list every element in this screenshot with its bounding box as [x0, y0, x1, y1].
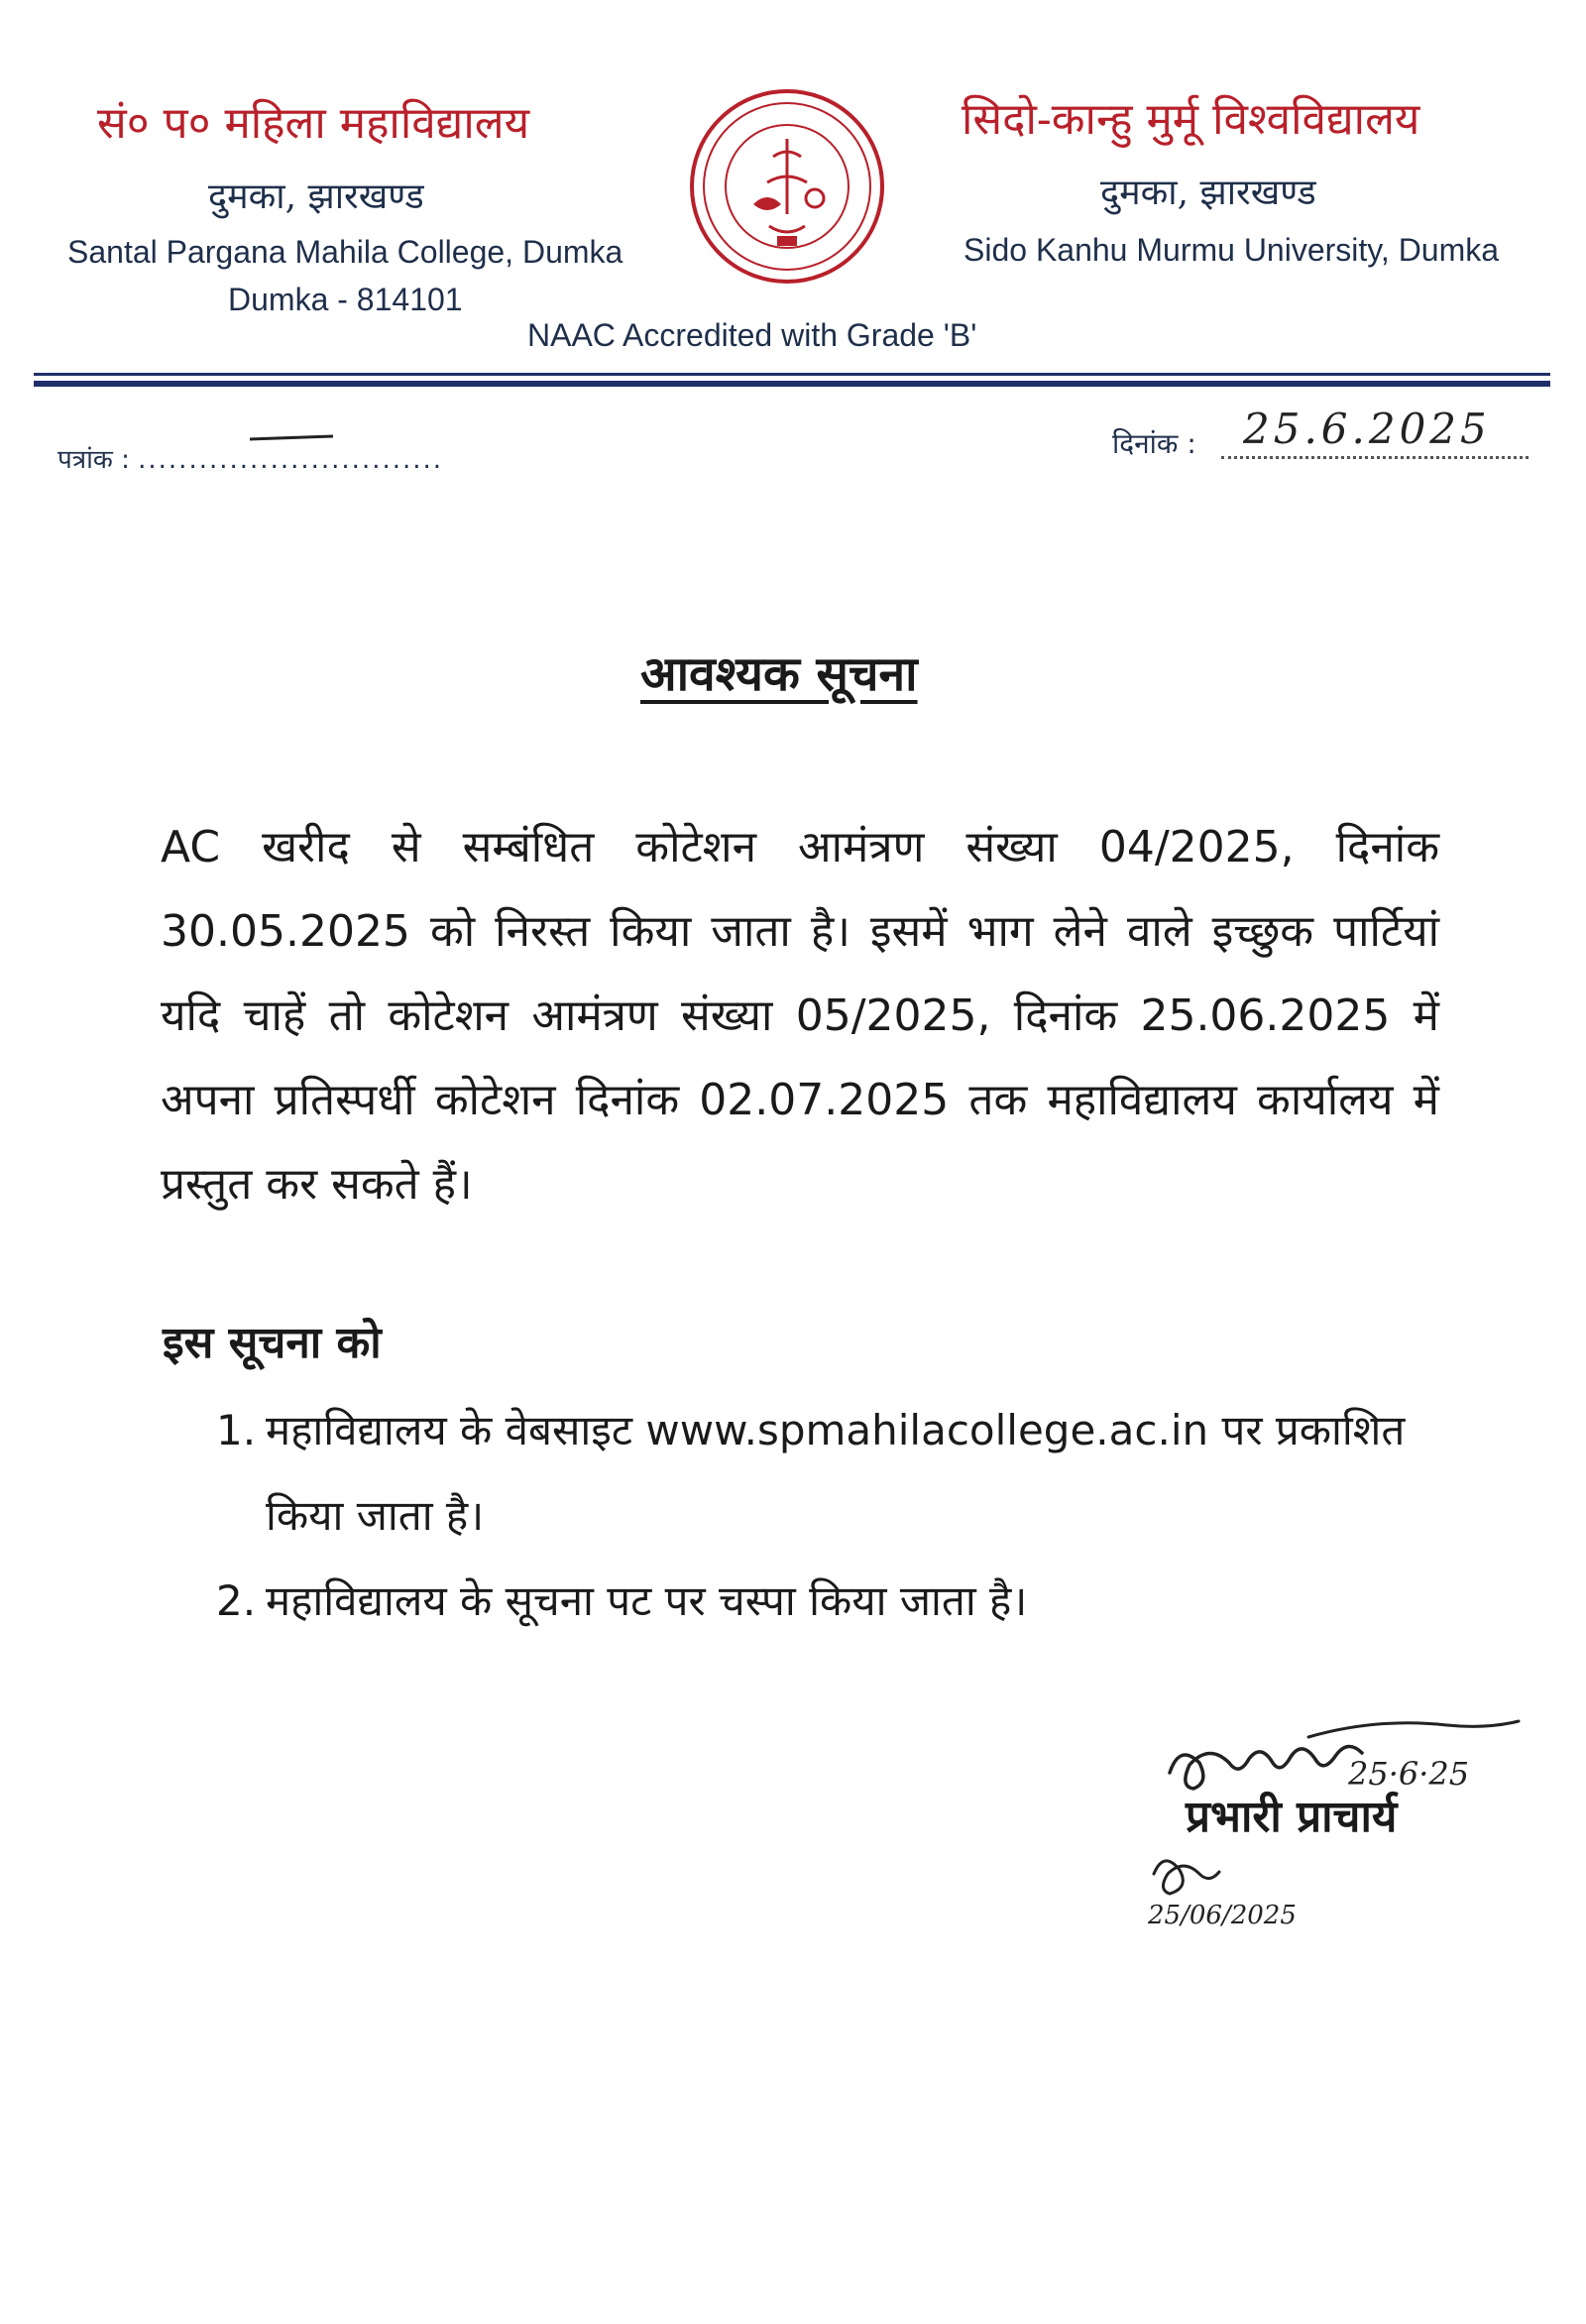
college-seal-icon: [688, 87, 886, 286]
date-handwritten: 25.6.2025: [1243, 405, 1491, 453]
university-place-hindi: दुमका, झारखण्ड: [1100, 173, 1316, 213]
university-name-hindi: सिदो-कान्हु मुर्मू विश्वविद्यालय: [962, 94, 1420, 145]
date-dots: [1221, 456, 1529, 459]
list-item: [216, 1559, 1445, 1644]
list-item-number: 2.: [216, 1576, 257, 1625]
svg-text:25/06/2025: 25/06/2025: [1148, 1901, 1297, 1930]
reference-number: [57, 440, 443, 476]
reference-label: पत्रांक :: [57, 445, 130, 475]
college-name-hindi: सं० प० महिला महाविद्यालय: [97, 98, 530, 149]
header-divider-thin: [34, 373, 1550, 376]
date-label: दिनांक :: [1112, 427, 1196, 460]
naac-accreditation: NAAC Accredited with Grade 'B': [527, 317, 977, 353]
list-item: [216, 1388, 1445, 1559]
list-item-number: 1.: [216, 1406, 257, 1454]
college-place-hindi: दुमका, झारखण्ड: [208, 176, 424, 217]
header-divider-thick: [34, 381, 1550, 387]
college-pincode: Dumka - 814101: [228, 282, 463, 317]
university-name-english: Sido Kanhu Murmu University, Dumka: [963, 232, 1500, 268]
list-item-text: महाविद्यालय के वेबसाइट www.spmahilacollege.ac.in पर प्रकाशित किया जाता है।: [266, 1406, 1406, 1540]
handwritten-initials: [1140, 1844, 1299, 1933]
college-name-english: Santal Pargana Mahila College, Dumka: [67, 234, 623, 270]
notice-intro: इस सूचना को: [163, 1318, 382, 1368]
notice-title: आवश्यक सूचना: [640, 646, 918, 702]
notice-body: AC खरीद से सम्बंधित कोटेशन आमंत्रण संख्या 04/2025, दिनांक 30.05.2025 को निरस्त किया जाता है। इसमें भाग लेने वाले इच्छुक पार्टियां यदि चाहें तो कोटेशन आमंत्रण संख्या 05/2025, दिनांक 25.06.2025 में अपना प्रतिस्पर्धी कोटेशन दिनांक 02.07.2025 तक महाविद्यालय कार्यालय में प्रस्तुत कर सकते हैं।: [161, 822, 1439, 1210]
notice-list: [216, 1388, 1445, 1644]
svg-text:25·6·25: 25·6·25: [1348, 1755, 1470, 1793]
list-item-text: महाविद्यालय के सूचना पट पर चस्पा किया जाता है।: [266, 1576, 1028, 1625]
reference-dots: ..............................: [138, 445, 444, 475]
signatory-designation: प्रभारी प्राचार्य: [1186, 1792, 1398, 1842]
